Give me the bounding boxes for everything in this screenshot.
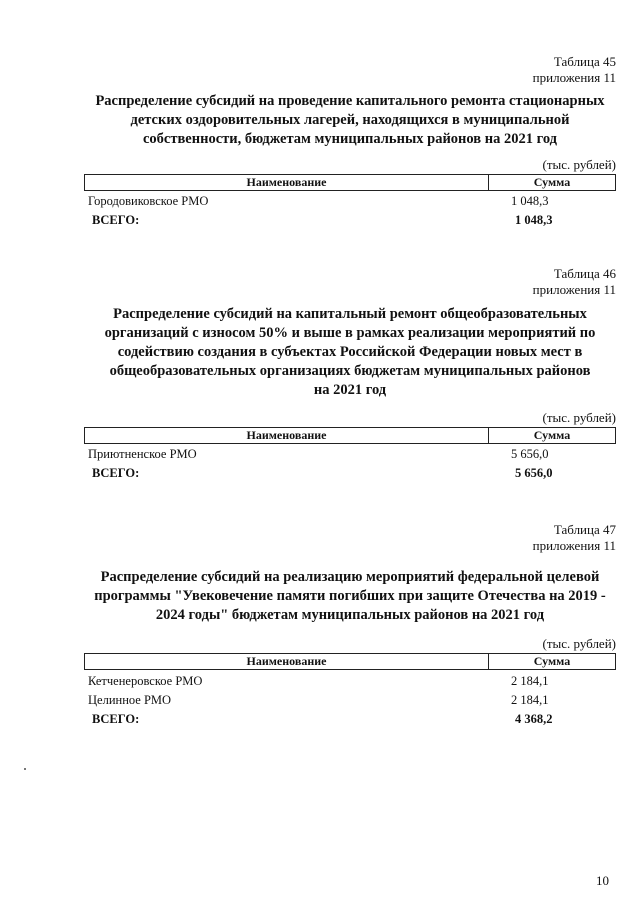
unit-label: (тыс. рублей) <box>542 410 616 425</box>
table-46-section <box>84 266 616 482</box>
total-row: ВСЕГО: 4 368,2 <box>92 712 553 726</box>
table-ref: Таблица 45 приложения 11 <box>532 54 616 85</box>
table-row: Кетченеровское РМО 2 184,1 <box>88 674 549 688</box>
total-row: ВСЕГО: 1 048,3 <box>92 213 553 227</box>
col-name-header: Наименование <box>85 428 489 443</box>
table-title: Распределение субсидий на проведение капитального ремонта стационарных детских оздоровительных лагерей, находящихся в муниципальной собственности, бюджетам муниципальных районов на 2021 год <box>95 93 605 147</box>
unit-label: (тыс. рублей) <box>542 636 616 651</box>
table-row: Городовиковское РМО 1 048,3 <box>88 194 549 208</box>
scan-speck <box>24 768 26 770</box>
col-sum-header: Сумма <box>533 428 571 442</box>
col-sum-header: Сумма <box>533 654 571 668</box>
col-name-header: Наименование <box>85 654 489 669</box>
table-header <box>84 427 616 444</box>
table-45-section <box>84 54 616 229</box>
table-47-section <box>84 522 616 728</box>
page-number: 10 <box>596 873 609 888</box>
col-name-header: Наименование <box>85 175 489 190</box>
table-ref: Таблица 46 приложения 11 <box>532 266 616 297</box>
unit-label: (тыс. рублей) <box>542 157 616 172</box>
col-sum-header: Сумма <box>533 175 571 189</box>
table-ref: Таблица 47 приложения 11 <box>532 522 616 553</box>
table-header <box>84 653 616 670</box>
table-title: Распределение субсидий на капитальный ремонт общеобразовательных организаций с износом 50% и выше в рамках реализации мероприятий по содействию создания в субъектах Российской Федерации новых мест в общеобразовательных организациях бюджетам муниципальных районов на 2021 год <box>104 306 596 398</box>
table-header <box>84 174 616 191</box>
table-title: Распределение субсидий на реализацию мероприятий федеральной целевой программы "Увековечение памяти погибших при защите Отечества на 2019 - 2024 годы" бюджетам муниципальных районов на 2021 год <box>94 569 606 623</box>
table-row: Приютненское РМО 5 656,0 <box>88 447 549 461</box>
total-row: ВСЕГО: 5 656,0 <box>92 466 553 480</box>
table-row: Целинное РМО 2 184,1 <box>88 693 549 707</box>
